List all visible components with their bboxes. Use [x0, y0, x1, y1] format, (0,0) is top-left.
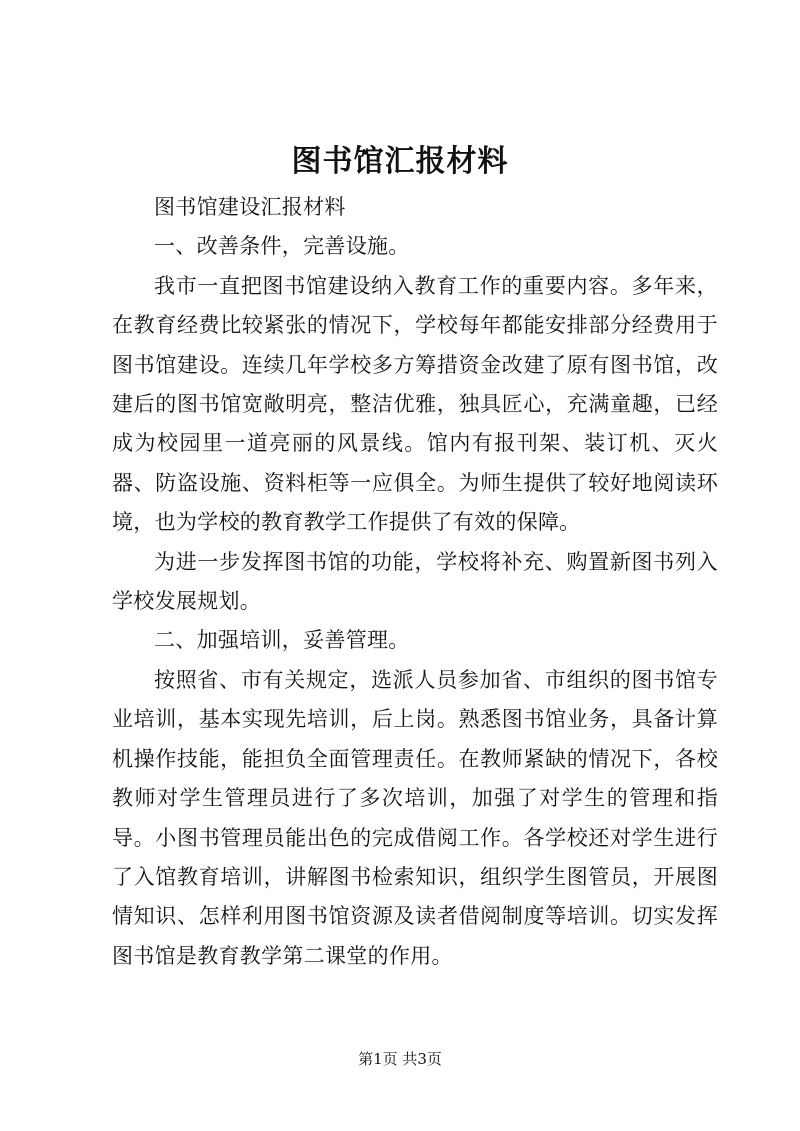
paragraph-subtitle: 图书馆建设汇报材料	[154, 195, 346, 219]
page-indicator: 第1页 共3页	[358, 1050, 442, 1068]
paragraph-body-3: 按照省、市有关规定，选派人员参加省、市组织的图书馆专业培训，基本实现先培训，后上岗。熟悉图书馆业务，具备计算机操作技能，能担负全面管理责任。在教师紧缺的情况下，各校教师对学生管理员进行了多次培训，加强了对学生的管理和指导。小图书管理员能出色的完成借阅工作。各学校还对学生进行了入馆教育培训，讲解图书检索知识，组织学生图管员，开展图情知识、怎样利用图书馆资源及读者借阅制度等培训。切实发挥图书馆是教育教学第二课堂的作用。	[112, 667, 718, 968]
document-title: 图书馆汇报材料	[291, 144, 509, 179]
paragraph-body-2: 为进一步发挥图书馆的功能，学校将补充、购置新图书列入学校发展规划。	[112, 549, 718, 614]
paragraph-body-1: 我市一直把图书馆建设纳入教育工作的重要内容。多年来，在教育经费比较紧张的情况下，学校每年都能安排部分经费用于图书馆建设。连续几年学校多方筹措资金改建了原有图书馆，改建后的图书馆宽敞明亮，整洁优雅，独具匠心，充满童趣，已经成为校园里一道亮丽的风景线。馆内有报刊架、装订机、灭火器、防盗设施、资料柜等一应俱全。为师生提供了较好地阅读环境，也为学校的教育教学工作提供了有效的保障。	[112, 273, 718, 535]
document-body	[112, 188, 718, 976]
paragraph-section-heading-2: 二、加强培训，妥善管理。	[154, 628, 410, 653]
paragraph-section-heading-1: 一、改善条件，完善设施。	[154, 234, 410, 259]
